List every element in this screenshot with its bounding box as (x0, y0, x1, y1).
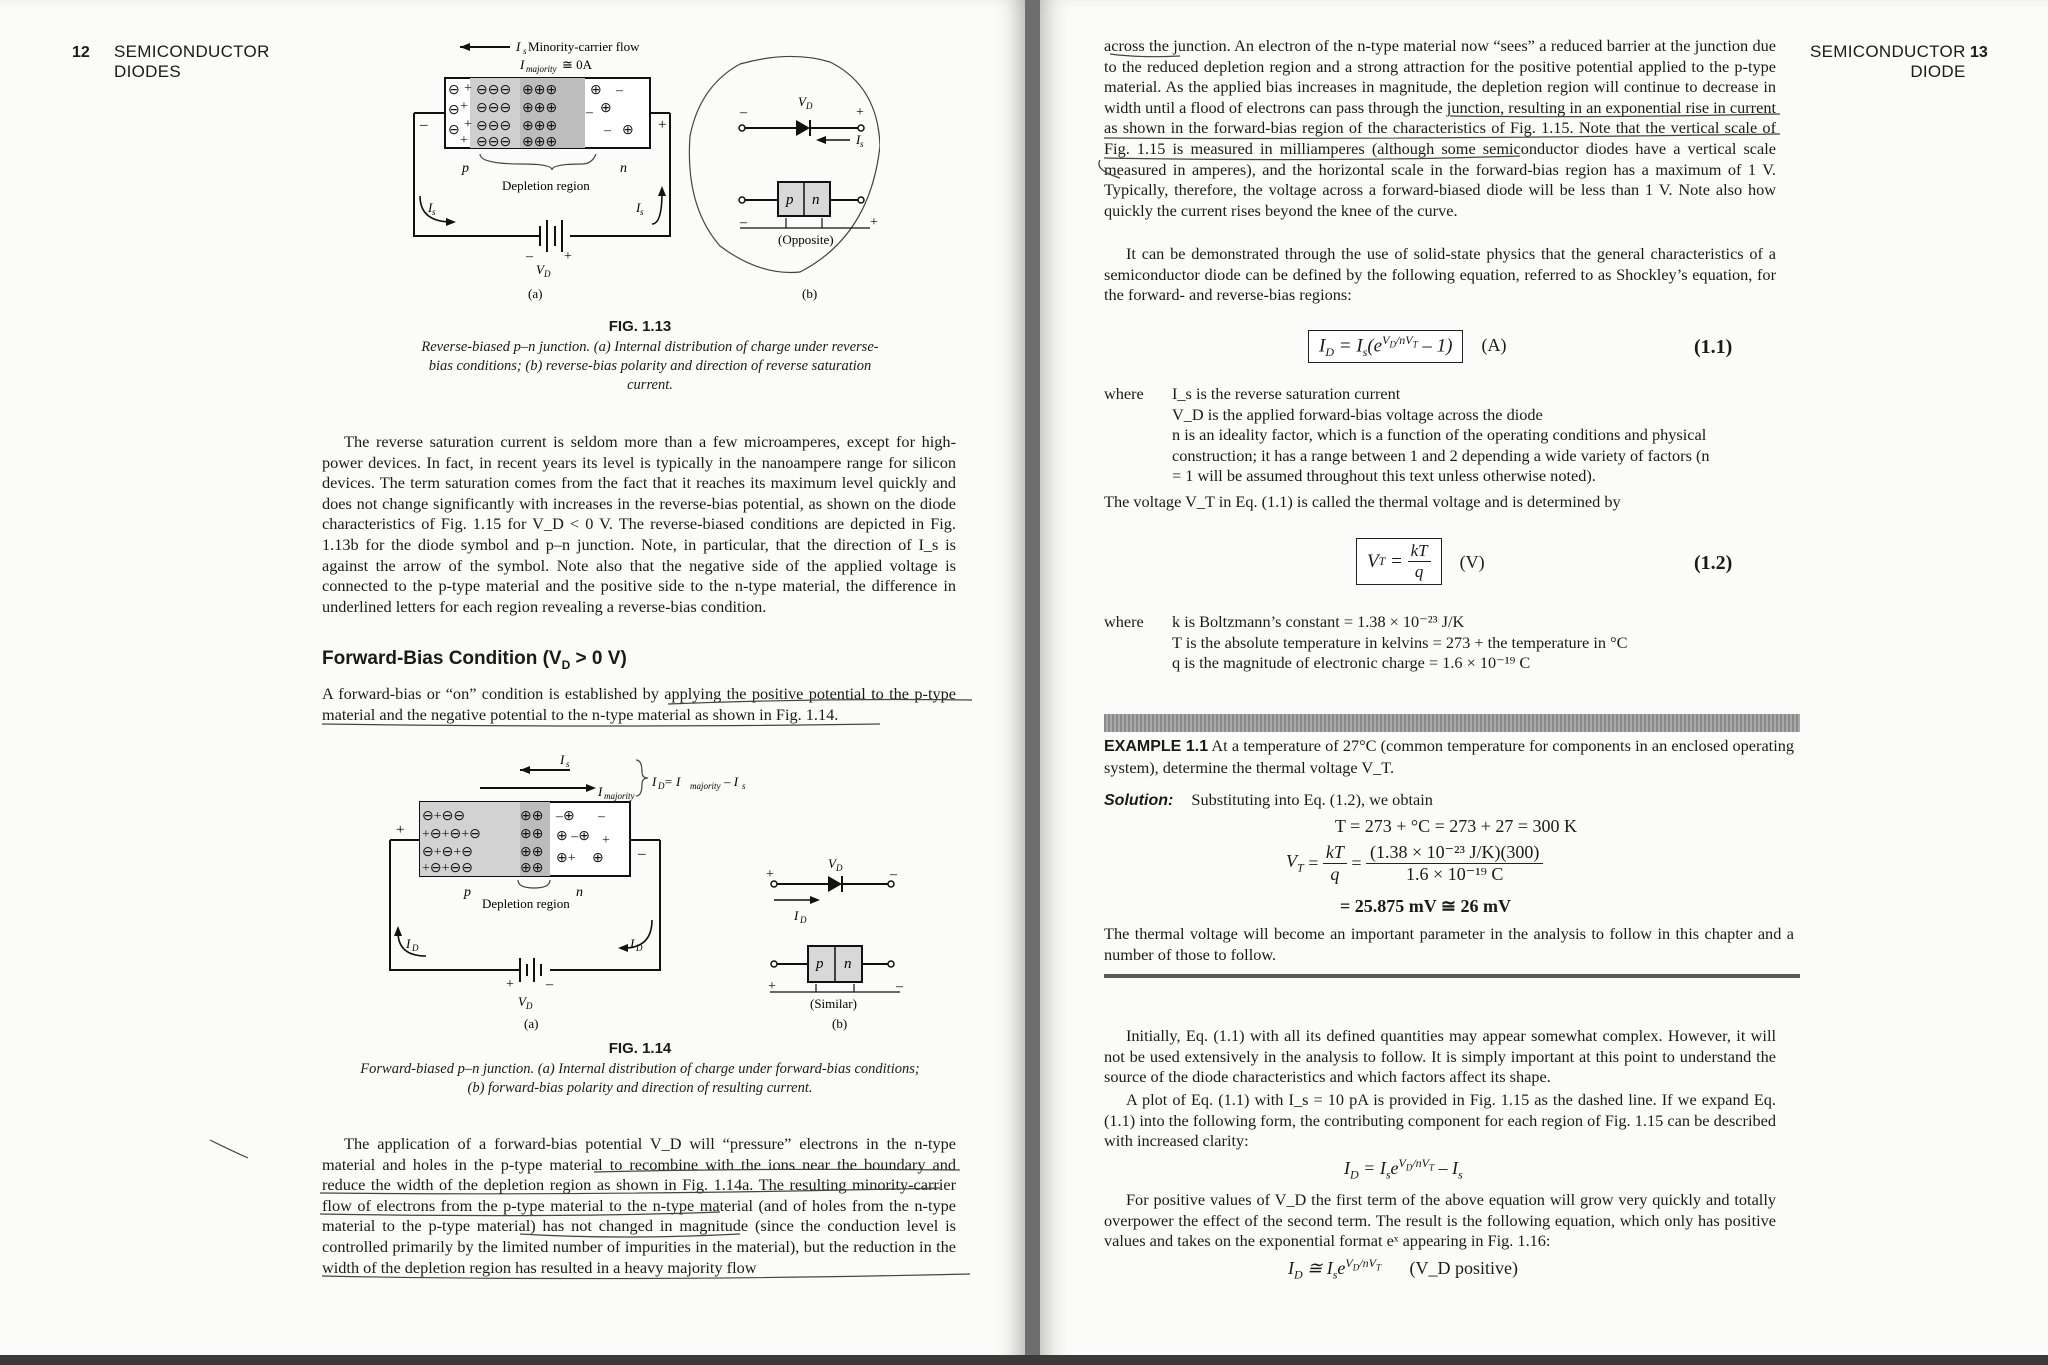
diode-vd: V (828, 856, 836, 871)
terminal-minus: – (638, 846, 646, 862)
label-is-sub: s (566, 759, 570, 769)
svg-text:⊖⊖⊖: ⊖⊖⊖ (476, 101, 512, 116)
paragraph: For positive values of V_D the first term of the above equation will grow very quickly and totally overpower the effect of the second term. The result is the following equation, which only has positive values and takes on the exponential format eˣ appearing in Fig. 1.16: (1104, 1190, 1776, 1251)
where-list (1104, 612, 1784, 682)
section-heading-tail: > 0 V) (570, 648, 627, 669)
svg-text:⊕⊕: ⊕⊕ (520, 827, 544, 842)
id-eq-rest-sub: majority (690, 781, 721, 791)
solution-title: Solution: (1104, 792, 1174, 809)
paragraph: Initially, Eq. (1.1) with all its defined quantities may appear somewhat complex. However, it will not be used extensively in the analysis to follow. It is simply important at this point to understand the source of the diode characteristics and which factors affect its shape. (1104, 1026, 1776, 1087)
label-is: I (560, 752, 565, 767)
svg-text:+⊖+⊖⊖: +⊖+⊖⊖ (422, 861, 473, 876)
where-list (1104, 384, 1784, 484)
label-imajority-val: ≅ 0A (562, 57, 593, 72)
label-is: I (516, 39, 521, 54)
svg-text:⊕⊕: ⊕⊕ (520, 809, 544, 824)
id-eq-sub: D (658, 781, 665, 791)
subfig-b: (b) (832, 1016, 848, 1031)
svg-text:⊕⊕⊕: ⊕⊕⊕ (522, 135, 558, 150)
diode-vd-sub: D (836, 863, 843, 873)
svg-text:⊖+⊖⊖: ⊖+⊖⊖ (422, 809, 466, 824)
equation-box: $I_D = I_s(e^{V_D/nV_T} - 1)$ (1308, 330, 1463, 363)
diode-plus: + (766, 867, 774, 882)
where-item: T is the absolute temperature in kelvins = 273 + the temperature in °C (1172, 632, 1628, 652)
where-label: where (1104, 612, 1144, 631)
terminal-plus: + (396, 822, 405, 838)
battery-plus: + (564, 249, 572, 264)
svg-text:⊕⊕: ⊕⊕ (520, 845, 544, 860)
running-head-line: DIODE (1910, 62, 1966, 81)
diode-id: I (794, 908, 799, 923)
svg-text:⊖⊖⊖: ⊖⊖⊖ (476, 83, 512, 98)
subfig-a: (a) (528, 286, 543, 301)
battery-minus: – (546, 977, 553, 992)
where-item: q is the magnitude of electronic charge = 1.6 × 10⁻¹⁹ C (1172, 653, 1531, 673)
equation-number: (1.1) (1694, 336, 1733, 358)
subfig-a: (a) (524, 1016, 539, 1031)
terminal-plus: + (658, 117, 667, 133)
label-p: p (464, 885, 471, 900)
label-n: n (620, 161, 627, 176)
figure-1-14-drawing (370, 752, 930, 1032)
where-item: V_D is the applied forward-bias voltage across the diode (1172, 404, 1543, 424)
svg-text:⊕: ⊕ (592, 851, 604, 866)
paragraph: The reverse saturation current is seldom more than a few microamperes, except for high-power devices. In fact, in recent years its level is typically in the nanoampere range for silicon devices. The term saturation comes from the fact that it reaches its maximum level quickly and does not change significantly with increases in the reverse-bias potential, as shown on the diode characteristics of Fig. 1.15 for V_D < 0 V. The reverse-biased conditions are depicted in Fig. 1.13b for the diode symbol and p–n junction. Note, in particular, that the direction of I_s is against the arrow of the symbol. Note also that the negative side of the applied voltage is connected to the p-type material and the positive side to the n-type material, the difference in underlined letters for each region revealing a reverse-bias condition. (322, 432, 956, 616)
figure-title: FIG. 1.14 (608, 1040, 672, 1057)
diode-minus: – (890, 867, 897, 882)
solution-text: Substituting into Eq. (1.2), we obtain (1191, 790, 1433, 809)
label-opposite: (Opposite) (778, 232, 834, 247)
svg-text:–⊕: –⊕ (556, 809, 575, 824)
diode-vd-sub: D (806, 101, 813, 111)
solution-equation: T = 273 + °C = 273 + 27 = 300 K (1334, 816, 1578, 836)
label-similar: (Similar) (810, 996, 857, 1011)
equation-number: (1.2) (1694, 552, 1733, 574)
svg-text:⊕⊕⊕: ⊕⊕⊕ (522, 119, 558, 134)
where-item: k is Boltzmann’s constant = 1.38 × 10⁻²³ J/K (1172, 612, 1465, 631)
paragraph: It can be demonstrated through the use of solid-state physics that the general characteristics of a semiconductor diode can be defined by the following equation, referred to as Shockley’s equation, for the forward- and reverse-bias regions: (1104, 244, 1776, 305)
label-id-right: I (630, 936, 635, 951)
svg-text:⊖: ⊖ (448, 83, 460, 98)
equation-unit: (V) (1459, 552, 1485, 572)
section-heading (322, 648, 627, 672)
terminal-minus: – (420, 117, 428, 133)
paragraph: A plot of Eq. (1.1) with I_s = 10 pA is provided in Fig. 1.15 as the dashed line. If we expand Eq. (1.1) into the following form, the contributing component for each region of Fig. 1.15 can be described with increased clarity: (1104, 1090, 1776, 1151)
label-imajority-sub: majority (526, 64, 557, 74)
svg-text:⊕+: ⊕+ (556, 851, 576, 866)
page-number: 12 (72, 44, 90, 61)
label-id-right-sub: D (636, 943, 643, 953)
paragraph: The voltage V_T in Eq. (1.1) is called the thermal voltage and is determined by (1104, 492, 1621, 511)
junction-n: n (812, 192, 820, 208)
battery-plus: + (506, 977, 514, 992)
where-items (1172, 384, 1712, 487)
figure-1-13-drawing (400, 36, 880, 306)
example-header-bar (1104, 714, 1800, 732)
example-closing: The thermal voltage will become an important parameter in the analysis to follow in this chapter and a number of those to follow. (1104, 924, 1794, 964)
battery-minus: – (526, 249, 533, 264)
svg-text:+: + (460, 99, 468, 114)
svg-text:⊕⊕: ⊕⊕ (520, 861, 544, 876)
book-gutter (1025, 0, 1040, 1365)
label-imaj: I (598, 784, 603, 799)
label-vd: V (518, 994, 526, 1009)
paragraph: across the junction. An electron of the n-type material now “sees” a reduced barrier at the junction due to the reduced depletion region and a strong attraction for the positive potential applied to the p-type material. As the applied bias increases in magnitude, the depletion region will continue to decrease in width until a flood of electrons can pass through the junction, resulting in an exponential rise in current as shown in the forward-bias region of the characteristics of Fig. 1.15. Note that the vertical scale of Fig. 1.15 is measured in milliamperes (although some semiconductor diodes have a vertical scale measured in amperes), and the horizontal scale in the forward-bias region has a maximum of 1 V. Typically, therefore, the voltage across a forward-biased diode will be less than 1 V. Note also how quickly the current rises beyond the knee of the curve. (1104, 36, 1776, 220)
svg-text:+: + (464, 81, 472, 96)
label-id-left-sub: D (412, 943, 419, 953)
solution-result: = 25.875 mV ≅ 26 mV (1340, 896, 1511, 916)
svg-text:⊕: ⊕ (622, 123, 634, 138)
right-page (1040, 0, 2048, 1365)
junction-p: p (816, 956, 824, 972)
label-p: p (462, 161, 469, 176)
diode-vd: V (798, 94, 806, 109)
figure-1-13 (400, 36, 880, 306)
id-eq: I (652, 774, 657, 789)
page-number: 13 (1970, 44, 1988, 61)
running-head (114, 42, 270, 82)
example-statement (1104, 736, 1794, 778)
pen-annotation (1080, 36, 1800, 186)
diode-id-sub: D (800, 915, 807, 925)
figure-title: FIG. 1.13 (608, 318, 672, 335)
diode-plus: + (856, 105, 864, 120)
pen-annotation (200, 1130, 1000, 1290)
pen-annotation (320, 684, 980, 734)
svg-text:⊕: ⊕ (600, 101, 612, 116)
svg-text:+⊖+⊖+⊖: +⊖+⊖+⊖ (422, 827, 481, 842)
svg-text:–: – (604, 123, 611, 138)
equation-expanded: $I_D = I_se^{V_D/nV_T} - I_s$ (1344, 1156, 1463, 1182)
label-is-left: I (428, 200, 433, 215)
label-vd: V (536, 262, 544, 277)
svg-text:⊖+⊖+⊖: ⊖+⊖+⊖ (422, 845, 473, 860)
equation-positive: $I_D$ ≅ $I_se^{V_D/nV_T}$ (V_D positive) (1288, 1256, 1518, 1282)
svg-text:+: + (602, 833, 610, 848)
junction-n: n (844, 956, 852, 972)
solution-fraction: $V_T$ = kT q = $\frac{\text{(1.38 × 10⁻²³ J/K)(300)}}{\text{1.6 × 10⁻¹⁹ C}}$ (1286, 842, 1543, 885)
solution-line (1104, 790, 1794, 812)
label-imaj-sub: majority (604, 791, 635, 801)
paragraph: The application of a forward-bias potential V_D will “pressure” electrons in the n-type material and holes in the p-type material to recombine with the ions near the boundary and reduce the width of the depletion region as shown in Fig. 1.14a. The resulting minority-carrier flow of electrons from the p-type material to the n-type material (and of holes from the n-type material to the p-type material) has not changed in magnitude (since the conduction level is controlled primarily by the limited number of impurities in the material), but the reduction in the width of the depletion region has resulted in a heavy majority flow (322, 1134, 956, 1277)
page-bottom-edge (0, 1355, 2048, 1365)
svg-text:⊕ –⊕: ⊕ –⊕ (556, 829, 590, 844)
id-eq-rest: = I (664, 774, 681, 789)
diode-minus: – (740, 105, 747, 120)
svg-text:⊖: ⊖ (448, 103, 460, 118)
figure-caption: Reverse-biased p–n junction. (a) Internal distribution of charge under reverse-bias conditions; (b) reverse-bias polarity and direction of reverse saturation current. (421, 339, 879, 393)
svg-text:⊕⊕⊕: ⊕⊕⊕ (522, 101, 558, 116)
where-item: I_s is the reverse saturation current (1172, 384, 1401, 403)
svg-text:⊕⊕⊕: ⊕⊕⊕ (522, 83, 558, 98)
svg-text:–: – (586, 105, 593, 120)
label-imajority: I (520, 57, 525, 72)
running-head (1810, 42, 1966, 82)
id-eq-tail-sub: s (742, 781, 746, 791)
figure-1-14 (370, 752, 930, 1032)
example-footer-rule (1104, 974, 1800, 978)
running-head-line: DIODES (114, 62, 181, 81)
label-depletion: Depletion region (482, 896, 570, 911)
label-n: n (576, 885, 583, 900)
figure-caption: Forward-biased p–n junction. (a) Internal distribution of charge under forward-bias conditions; (b) forward-bias polarity and direction of resulting current. (360, 1061, 920, 1096)
running-head-line: SEMICONDUCTOR (114, 42, 270, 61)
diode-is-sub: s (860, 139, 864, 149)
equation-unit: (A) (1481, 335, 1507, 356)
equation-box: V T = kT q (1356, 538, 1442, 585)
label-depletion: Depletion region (502, 178, 590, 193)
id-eq-tail: – I (724, 774, 739, 789)
svg-text:⊕: ⊕ (590, 83, 602, 98)
label-id-left: I (406, 936, 411, 951)
svg-text:⊖⊖⊖: ⊖⊖⊖ (476, 119, 512, 134)
svg-text:+: + (464, 117, 472, 132)
fraction-denominator: 1.6 × 10⁻¹⁹ C (1406, 864, 1504, 884)
running-head-line: SEMICONDUCTOR (1810, 42, 1966, 61)
junction-plus: + (870, 215, 878, 230)
where-label: where (1104, 384, 1144, 403)
diode-is: I (856, 132, 861, 147)
fraction-numerator: (1.38 × 10⁻²³ J/K)(300) (1366, 842, 1543, 864)
paragraph: A forward-bias or “on” condition is established by applying the positive potential to the p-type material and the negative potential to the n-type material as shown in Fig. 1.14. (322, 684, 956, 724)
svg-text:–: – (616, 83, 623, 98)
where-items (1172, 612, 1712, 674)
subfig-b: (b) (802, 286, 818, 301)
svg-text:+: + (460, 133, 468, 148)
section-heading-sub: D (561, 657, 571, 672)
svg-text:⊖⊖⊖: ⊖⊖⊖ (476, 135, 512, 150)
label-vd-sub: D (544, 269, 551, 279)
svg-text:⊖: ⊖ (448, 123, 460, 138)
section-heading-text: Forward-Bias Condition (V (322, 648, 562, 669)
junction-minus: – (740, 215, 747, 230)
label-is-right-sub: s (640, 207, 644, 217)
junction-minus: – (896, 979, 903, 994)
junction-p: p (786, 192, 794, 208)
equation-condition: (V_D positive) (1409, 1258, 1518, 1278)
example-title: EXAMPLE 1.1 (1104, 738, 1209, 755)
label-is-left-sub: s (432, 207, 436, 217)
svg-text:–: – (598, 809, 605, 824)
junction-plus: + (768, 979, 776, 994)
label-is-sub: s (523, 46, 527, 56)
label-vd-sub: D (526, 1001, 533, 1011)
label-is-right: I (636, 200, 641, 215)
equation-1-2 (1356, 538, 1485, 585)
where-item: n is an ideality factor, which is a function of the operating conditions and physical construction; it has a range between 1 and 2 depending a wide variety of factors (n = 1 will be assumed throughout this text unless otherwise noted). (1172, 425, 1710, 486)
equation-1-1 (1308, 330, 1506, 363)
label-minority-text: Minority-carrier flow (528, 39, 640, 54)
example-text: At a temperature of 27°C (common temperature for components in an enclosed operating system), determine the thermal voltage V_T. (1104, 736, 1795, 777)
